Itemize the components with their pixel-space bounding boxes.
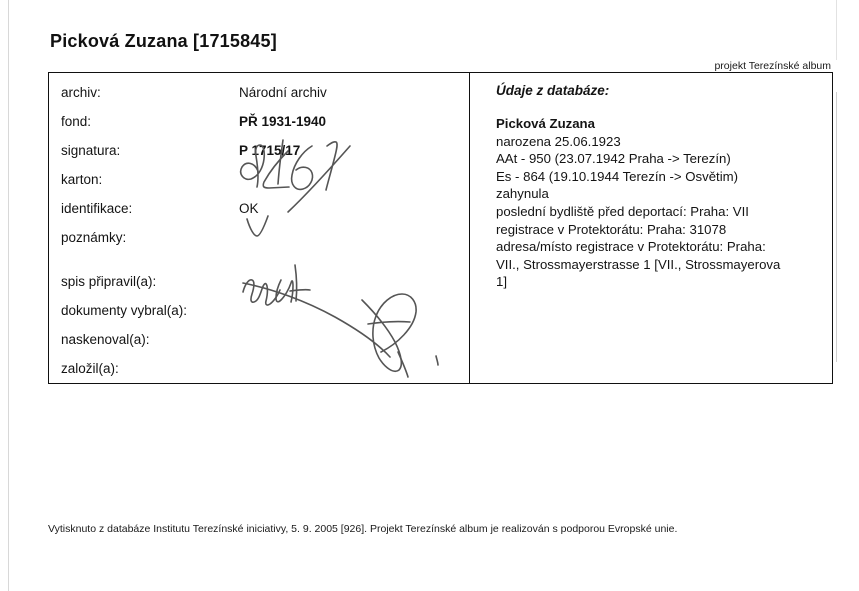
db-line-transport-aat: AAt - 950 (23.07.1942 Praha -> Terezín) — [496, 151, 731, 167]
field-value-archiv: Národní archiv — [239, 85, 327, 100]
field-label-poznamky: poznámky: — [61, 230, 127, 245]
field-label-signatura: signatura: — [61, 143, 121, 158]
page-title: Picková Zuzana [1715845] — [50, 31, 277, 51]
archive-fields-panel — [49, 73, 470, 383]
field-label-dokumenty-vybral: dokumenty vybral(a): — [61, 303, 188, 318]
scan-edge-line-right — [836, 92, 837, 362]
db-line-birth: narozena 25.06.1923 — [496, 133, 621, 149]
scan-edge-line-top-right — [836, 0, 837, 60]
db-line-reg-address-2: VII., Strossmayerstrasse 1 [VII., Strossmayerova — [496, 256, 781, 272]
field-label-spis-pripravil: spis připravil(a): — [61, 274, 157, 289]
field-label-naskenoval: naskenoval(a): — [61, 332, 150, 347]
database-details — [496, 115, 831, 291]
db-line-last-address: poslední bydliště před deportací: Praha: VII — [496, 203, 749, 219]
record-card — [48, 72, 833, 384]
field-label-identifikace: identifikace: — [61, 201, 133, 216]
db-line-fate: zahynula — [496, 186, 549, 202]
db-line-registration: registrace v Protektorátu: Praha: 31078 — [496, 221, 727, 237]
db-line-transport-es: Es - 864 (19.10.1944 Terezín -> Osvětim) — [496, 168, 739, 184]
project-tag: projekt Terezínské album — [714, 60, 831, 72]
field-label-karton: karton: — [61, 172, 103, 187]
person-name: Picková Zuzana — [496, 116, 595, 131]
field-value-fond: PŘ 1931-1940 — [239, 114, 327, 129]
field-label-zalozil: založil(a): — [61, 361, 119, 376]
field-label-archiv: archiv: — [61, 85, 101, 100]
database-info-panel — [470, 73, 832, 383]
database-heading: Údaje z databáze: — [496, 83, 610, 98]
field-value-identifikace: OK — [239, 201, 259, 216]
field-label-fond: fond: — [61, 114, 92, 129]
db-line-reg-address-3: 1] — [496, 274, 507, 290]
scan-edge-line-left — [8, 0, 9, 591]
field-value-signatura: P 1715/17 — [239, 143, 301, 158]
db-line-reg-address-1: adresa/místo registrace v Protektorátu: Praha: — [496, 239, 766, 255]
print-footer: Vytisknuto z databáze Institutu Terezínské iniciativy, 5. 9. 2005 [926]. Projekt Terezínské album je realizován s podporou Evropské unie. — [48, 523, 678, 535]
